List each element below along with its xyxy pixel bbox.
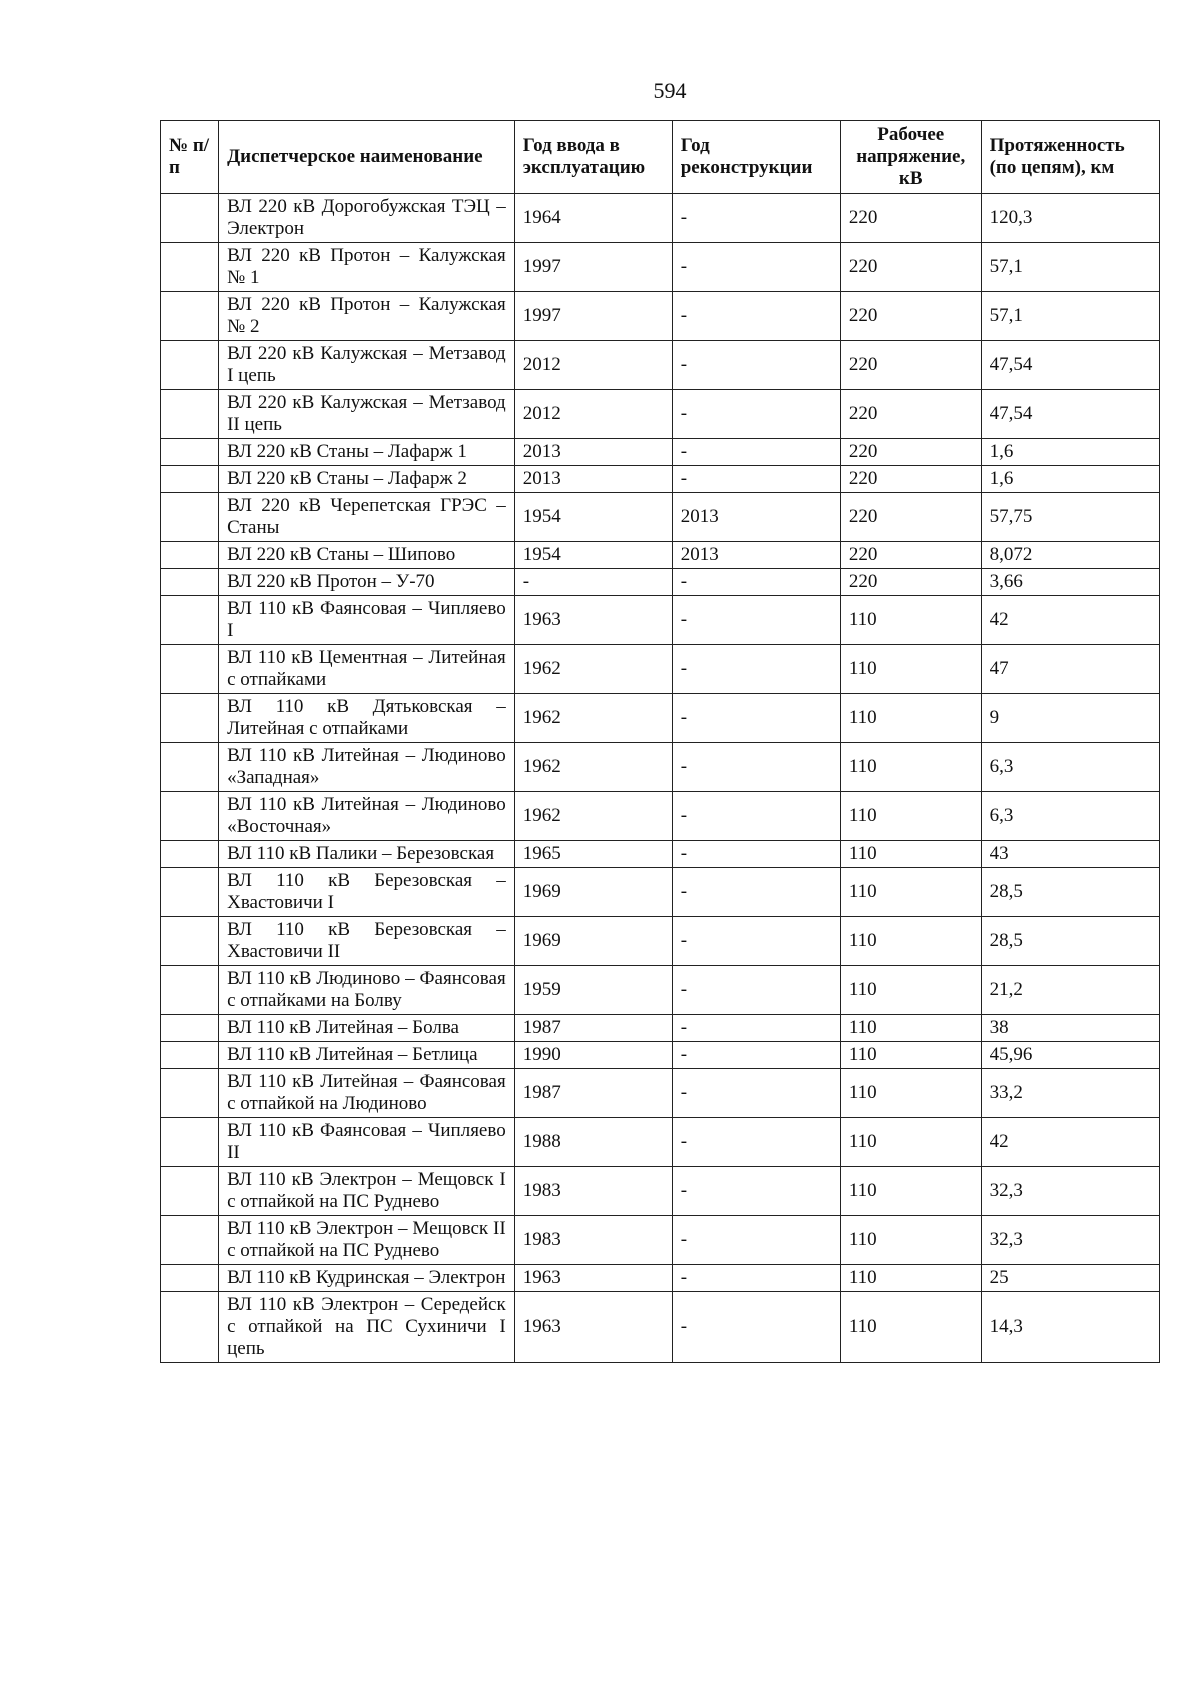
year-rec-cell: - — [672, 1167, 840, 1216]
voltage-cell: 110 — [840, 596, 981, 645]
line-name-cell: ВЛ 110 кВ Литейная – Болва — [219, 1015, 515, 1042]
row-num-cell — [161, 1216, 219, 1265]
transmission-lines-table — [160, 120, 1160, 1363]
line-name-cell: ВЛ 220 кВ Черепетская ГРЭС – Станы — [219, 493, 515, 542]
line-name-cell: ВЛ 220 кВ Протон – Калужская № 2 — [219, 292, 515, 341]
header-name: Диспетчерское наименование — [219, 121, 515, 194]
table-row — [161, 966, 1160, 1015]
year-in-cell: 2013 — [514, 439, 672, 466]
length-cell: 6,3 — [981, 792, 1159, 841]
length-cell: 1,6 — [981, 439, 1159, 466]
row-num-cell — [161, 569, 219, 596]
voltage-cell: 110 — [840, 1042, 981, 1069]
header-year-in: Год ввода в эксплуатацию — [514, 121, 672, 194]
row-num-cell — [161, 1167, 219, 1216]
year-in-cell: 2012 — [514, 341, 672, 390]
year-rec-cell: - — [672, 341, 840, 390]
voltage-cell: 110 — [840, 1015, 981, 1042]
length-cell: 57,75 — [981, 493, 1159, 542]
row-num-cell — [161, 1015, 219, 1042]
year-in-cell: 1962 — [514, 694, 672, 743]
line-name-cell: ВЛ 110 кВ Фаянсовая – Чипляево II — [219, 1118, 515, 1167]
row-num-cell — [161, 917, 219, 966]
year-rec-cell: - — [672, 466, 840, 493]
year-rec-cell: - — [672, 1042, 840, 1069]
row-num-cell — [161, 966, 219, 1015]
length-cell: 120,3 — [981, 194, 1159, 243]
header-year-rec: Год реконструкции — [672, 121, 840, 194]
row-num-cell — [161, 868, 219, 917]
table-row — [161, 1167, 1160, 1216]
voltage-cell: 220 — [840, 341, 981, 390]
table-row — [161, 743, 1160, 792]
voltage-cell: 220 — [840, 243, 981, 292]
row-num-cell — [161, 1265, 219, 1292]
line-name-cell: ВЛ 110 кВ Фаянсовая – Чипляево I — [219, 596, 515, 645]
length-cell: 45,96 — [981, 1042, 1159, 1069]
voltage-cell: 110 — [840, 792, 981, 841]
year-in-cell: 1983 — [514, 1216, 672, 1265]
row-num-cell — [161, 1042, 219, 1069]
length-cell: 47,54 — [981, 341, 1159, 390]
year-in-cell: 1987 — [514, 1069, 672, 1118]
table-header-row — [161, 121, 1160, 194]
year-in-cell: 1963 — [514, 596, 672, 645]
table-row — [161, 841, 1160, 868]
page-number: 594 — [653, 78, 687, 103]
year-rec-cell: - — [672, 596, 840, 645]
length-cell: 33,2 — [981, 1069, 1159, 1118]
table-row — [161, 1265, 1160, 1292]
table-row — [161, 1069, 1160, 1118]
voltage-cell: 110 — [840, 743, 981, 792]
length-cell: 43 — [981, 841, 1159, 868]
row-num-cell — [161, 439, 219, 466]
row-num-cell — [161, 466, 219, 493]
table-row — [161, 390, 1160, 439]
length-cell: 32,3 — [981, 1167, 1159, 1216]
row-num-cell — [161, 542, 219, 569]
voltage-cell: 220 — [840, 493, 981, 542]
voltage-cell: 110 — [840, 1216, 981, 1265]
table-row — [161, 341, 1160, 390]
header-length: Протяженность (по цепям), км — [981, 121, 1159, 194]
row-num-cell — [161, 792, 219, 841]
length-cell: 57,1 — [981, 243, 1159, 292]
year-in-cell: 1983 — [514, 1167, 672, 1216]
line-name-cell: ВЛ 220 кВ Протон – Калужская № 1 — [219, 243, 515, 292]
line-name-cell: ВЛ 110 кВ Электрон – Середейск с отпайкой на ПС Сухиничи I цепь — [219, 1292, 515, 1363]
row-num-cell — [161, 243, 219, 292]
row-num-cell — [161, 341, 219, 390]
row-num-cell — [161, 841, 219, 868]
year-in-cell: 1997 — [514, 292, 672, 341]
year-in-cell: - — [514, 569, 672, 596]
year-in-cell: 1997 — [514, 243, 672, 292]
year-rec-cell: - — [672, 917, 840, 966]
line-name-cell: ВЛ 220 кВ Станы – Шипово — [219, 542, 515, 569]
voltage-cell: 110 — [840, 1265, 981, 1292]
year-in-cell: 1964 — [514, 194, 672, 243]
line-name-cell: ВЛ 110 кВ Дятьковская – Литейная с отпайками — [219, 694, 515, 743]
voltage-cell: 110 — [840, 966, 981, 1015]
year-rec-cell: 2013 — [672, 493, 840, 542]
row-num-cell — [161, 1118, 219, 1167]
length-cell: 42 — [981, 1118, 1159, 1167]
length-cell: 6,3 — [981, 743, 1159, 792]
line-name-cell: ВЛ 110 кВ Кудринская – Электрон — [219, 1265, 515, 1292]
line-name-cell: ВЛ 110 кВ Березовская – Хвастовичи I — [219, 868, 515, 917]
year-in-cell: 1954 — [514, 542, 672, 569]
length-cell: 42 — [981, 596, 1159, 645]
row-num-cell — [161, 743, 219, 792]
year-in-cell: 1962 — [514, 743, 672, 792]
line-name-cell: ВЛ 110 кВ Людиново – Фаянсовая с отпайками на Болву — [219, 966, 515, 1015]
length-cell: 32,3 — [981, 1216, 1159, 1265]
row-num-cell — [161, 390, 219, 439]
year-rec-cell: - — [672, 1292, 840, 1363]
year-in-cell: 1969 — [514, 917, 672, 966]
length-cell: 38 — [981, 1015, 1159, 1042]
row-num-cell — [161, 694, 219, 743]
voltage-cell: 110 — [840, 1292, 981, 1363]
year-rec-cell: - — [672, 390, 840, 439]
length-cell: 47 — [981, 645, 1159, 694]
year-in-cell: 1962 — [514, 645, 672, 694]
length-cell: 14,3 — [981, 1292, 1159, 1363]
table-row — [161, 1042, 1160, 1069]
year-in-cell: 1987 — [514, 1015, 672, 1042]
voltage-cell: 220 — [840, 194, 981, 243]
year-in-cell: 2012 — [514, 390, 672, 439]
year-in-cell: 2013 — [514, 466, 672, 493]
length-cell: 28,5 — [981, 868, 1159, 917]
line-name-cell: ВЛ 220 кВ Станы – Лафарж 1 — [219, 439, 515, 466]
year-in-cell: 1959 — [514, 966, 672, 1015]
line-name-cell: ВЛ 220 кВ Станы – Лафарж 2 — [219, 466, 515, 493]
voltage-cell: 110 — [840, 868, 981, 917]
voltage-cell: 110 — [840, 1069, 981, 1118]
line-name-cell: ВЛ 110 кВ Электрон – Мещовск I с отпайкой на ПС Руднево — [219, 1167, 515, 1216]
row-num-cell — [161, 194, 219, 243]
year-in-cell: 1954 — [514, 493, 672, 542]
year-rec-cell: - — [672, 645, 840, 694]
table-row — [161, 439, 1160, 466]
table-row — [161, 1015, 1160, 1042]
table-row — [161, 694, 1160, 743]
year-rec-cell: - — [672, 569, 840, 596]
voltage-cell: 110 — [840, 645, 981, 694]
table-row — [161, 493, 1160, 542]
table-row — [161, 1118, 1160, 1167]
table-row — [161, 1216, 1160, 1265]
voltage-cell: 110 — [840, 1167, 981, 1216]
voltage-cell: 220 — [840, 569, 981, 596]
length-cell: 28,5 — [981, 917, 1159, 966]
year-rec-cell: - — [672, 743, 840, 792]
year-in-cell: 1962 — [514, 792, 672, 841]
line-name-cell: ВЛ 110 кВ Березовская – Хвастовичи II — [219, 917, 515, 966]
line-name-cell: ВЛ 220 кВ Калужская – Метзавод I цепь — [219, 341, 515, 390]
length-cell: 3,66 — [981, 569, 1159, 596]
voltage-cell: 110 — [840, 694, 981, 743]
year-in-cell: 1965 — [514, 841, 672, 868]
line-name-cell: ВЛ 110 кВ Электрон – Мещовск II с отпайкой на ПС Руднево — [219, 1216, 515, 1265]
table-row — [161, 868, 1160, 917]
year-in-cell: 1963 — [514, 1292, 672, 1363]
length-cell: 9 — [981, 694, 1159, 743]
year-rec-cell: - — [672, 694, 840, 743]
line-name-cell: ВЛ 110 кВ Палики – Березовская — [219, 841, 515, 868]
length-cell: 8,072 — [981, 542, 1159, 569]
table-row — [161, 243, 1160, 292]
year-rec-cell: - — [672, 243, 840, 292]
year-rec-cell: - — [672, 966, 840, 1015]
voltage-cell: 220 — [840, 292, 981, 341]
line-name-cell: ВЛ 110 кВ Литейная – Людиново «Восточная» — [219, 792, 515, 841]
table-row — [161, 645, 1160, 694]
voltage-cell: 220 — [840, 390, 981, 439]
line-name-cell: ВЛ 110 кВ Литейная – Бетлица — [219, 1042, 515, 1069]
row-num-cell — [161, 292, 219, 341]
line-name-cell: ВЛ 110 кВ Цементная – Литейная с отпайками — [219, 645, 515, 694]
year-rec-cell: 2013 — [672, 542, 840, 569]
header-voltage: Рабочее напряжение, кВ — [840, 121, 981, 194]
year-in-cell: 1988 — [514, 1118, 672, 1167]
line-name-cell: ВЛ 110 кВ Литейная – Людиново «Западная» — [219, 743, 515, 792]
length-cell: 25 — [981, 1265, 1159, 1292]
table-row — [161, 292, 1160, 341]
table-row — [161, 792, 1160, 841]
year-rec-cell: - — [672, 439, 840, 466]
line-name-cell: ВЛ 220 кВ Дорогобужская ТЭЦ – Электрон — [219, 194, 515, 243]
voltage-cell: 220 — [840, 542, 981, 569]
year-rec-cell: - — [672, 1216, 840, 1265]
header-num: № п/п — [161, 121, 219, 194]
length-cell: 57,1 — [981, 292, 1159, 341]
row-num-cell — [161, 1069, 219, 1118]
year-rec-cell: - — [672, 1069, 840, 1118]
length-cell: 47,54 — [981, 390, 1159, 439]
year-in-cell: 1990 — [514, 1042, 672, 1069]
voltage-cell: 110 — [840, 841, 981, 868]
table-row — [161, 542, 1160, 569]
year-in-cell: 1963 — [514, 1265, 672, 1292]
year-rec-cell: - — [672, 841, 840, 868]
length-cell: 21,2 — [981, 966, 1159, 1015]
row-num-cell — [161, 1292, 219, 1363]
year-rec-cell: - — [672, 1265, 840, 1292]
row-num-cell — [161, 645, 219, 694]
line-name-cell: ВЛ 110 кВ Литейная – Фаянсовая с отпайкой на Людиново — [219, 1069, 515, 1118]
year-rec-cell: - — [672, 292, 840, 341]
length-cell: 1,6 — [981, 466, 1159, 493]
table-row — [161, 596, 1160, 645]
year-rec-cell: - — [672, 792, 840, 841]
row-num-cell — [161, 596, 219, 645]
voltage-cell: 110 — [840, 1118, 981, 1167]
table-row — [161, 1292, 1160, 1363]
year-rec-cell: - — [672, 1015, 840, 1042]
table-row — [161, 466, 1160, 493]
year-rec-cell: - — [672, 1118, 840, 1167]
year-in-cell: 1969 — [514, 868, 672, 917]
table-row — [161, 569, 1160, 596]
line-name-cell: ВЛ 220 кВ Калужская – Метзавод II цепь — [219, 390, 515, 439]
voltage-cell: 220 — [840, 439, 981, 466]
row-num-cell — [161, 493, 219, 542]
table-row — [161, 194, 1160, 243]
year-rec-cell: - — [672, 194, 840, 243]
table-row — [161, 917, 1160, 966]
voltage-cell: 110 — [840, 917, 981, 966]
voltage-cell: 220 — [840, 466, 981, 493]
year-rec-cell: - — [672, 868, 840, 917]
line-name-cell: ВЛ 220 кВ Протон – У-70 — [219, 569, 515, 596]
